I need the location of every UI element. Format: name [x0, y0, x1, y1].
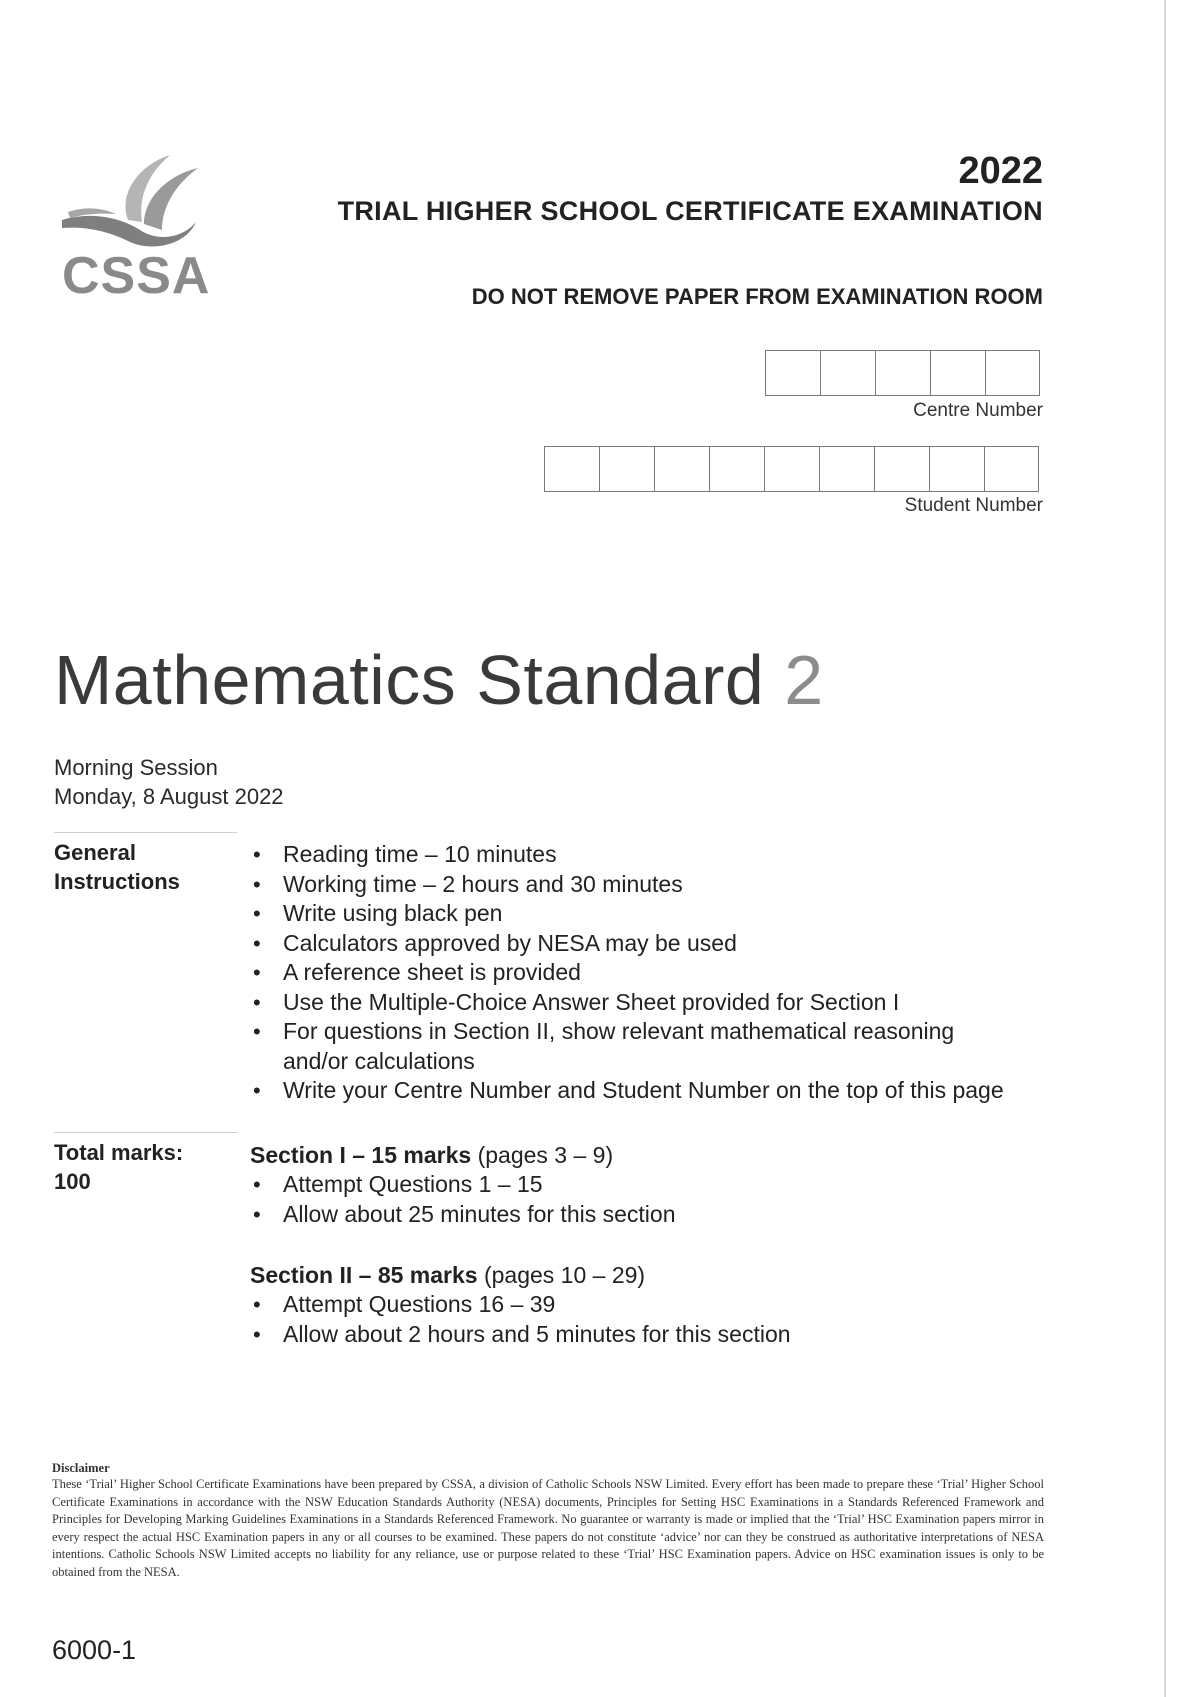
subject-title: [54, 640, 824, 720]
total-marks-value: 100: [54, 1169, 91, 1194]
exam-date: Monday, 8 August 2022: [54, 784, 284, 809]
student-number-boxes[interactable]: [544, 446, 1039, 492]
instruction-item: • Use the Multiple-Choice Answer Sheet provided for Section I: [250, 988, 1070, 1018]
centre-number-label: Centre Number: [913, 400, 1043, 421]
section-one-item: • Attempt Questions 1 – 15: [250, 1170, 1070, 1200]
exam-title: TRIAL HIGHER SCHOOL CERTIFICATE EXAMINATION: [337, 196, 1043, 226]
instruction-item: • Write your Centre Number and Student Number on the top of this page: [250, 1076, 1070, 1106]
student-number-digit[interactable]: [929, 446, 984, 492]
section-one-info: [250, 1140, 1070, 1229]
general-label-line: General: [54, 840, 136, 865]
instructions-label-line: Instructions: [54, 869, 180, 894]
total-marks-label: [54, 1138, 183, 1196]
page-edge-shadow: [1164, 0, 1166, 1697]
exam-year: 2022: [958, 150, 1043, 192]
cssa-logo: [58, 150, 211, 305]
room-notice: DO NOT REMOVE PAPER FROM EXAMINATION ROOM: [471, 284, 1043, 309]
section-two-heading: [250, 1260, 1070, 1290]
paper-code: 6000-1: [52, 1635, 137, 1665]
section-two-info: [250, 1260, 1070, 1349]
section-two-title: Section II – 85 marks: [250, 1262, 478, 1288]
centre-number-boxes[interactable]: [765, 350, 1040, 396]
subject-title-main: Mathematics Standard: [54, 641, 785, 719]
section-one-heading: [250, 1140, 1070, 1170]
student-number-digit[interactable]: [654, 446, 709, 492]
general-instructions-label: [54, 838, 180, 896]
section-one-item: • Allow about 25 minutes for this section: [250, 1200, 1070, 1230]
instruction-item: • Reading time – 10 minutes: [250, 840, 1070, 870]
student-number-digit[interactable]: [599, 446, 654, 492]
student-number-digit[interactable]: [544, 446, 599, 492]
centre-number-digit[interactable]: [930, 350, 985, 396]
section-two-list: [250, 1290, 1070, 1349]
instructions-list: [250, 840, 1070, 1106]
logo-text: CSSA: [62, 247, 211, 305]
cssa-swirl-icon: [58, 150, 208, 250]
centre-number-digit[interactable]: [875, 350, 930, 396]
disclaimer: [52, 1460, 1044, 1582]
section-two-pages: (pages 10 – 29): [477, 1262, 646, 1288]
disclaimer-body: These ‘Trial’ Higher School Certificate Examinations have been prepared by CSSA, a division of Catholic Schools NSW Limited. Every effort has been made to prepare these ‘Trial’ Higher School Certificate Examinations in accordance with the NSW Education Standards Authority (NESA) documents, Principles for Setting HSC Examinations in a Standards Referenced Framework and Principles for Developing Marking Guidelines Examinations in a Standards Referenced Framework. No guarantee or warranty is made or implied that the ‘Trial’ HSC Examination papers mirror in every respect the actual HSC Examination papers in any or all courses to be examined. These papers do not constitute ‘advice’ nor can they be construed as authoritative interpretations of NESA intentions. Catholic Schools NSW Limited accepts no liability for any reliance, use or purpose related to these ‘Trial’ HSC Examination papers. Advice on HSC examination issues is only to be obtained from the NESA.: [52, 1477, 1044, 1579]
student-number-digit[interactable]: [764, 446, 819, 492]
divider: [54, 832, 237, 833]
student-number-digit[interactable]: [709, 446, 764, 492]
total-marks-text: Total marks:: [54, 1140, 184, 1165]
subject-title-number: 2: [784, 641, 824, 719]
student-number-digit[interactable]: [984, 446, 1039, 492]
centre-number-digit[interactable]: [985, 350, 1040, 396]
instruction-item: • A reference sheet is provided: [250, 958, 1070, 988]
section-two-item: • Allow about 2 hours and 5 minutes for this section: [250, 1320, 1070, 1350]
session-name: Morning Session: [54, 755, 218, 780]
centre-number-digit[interactable]: [820, 350, 875, 396]
section-one-pages: (pages 3 – 9): [471, 1142, 614, 1168]
student-number-digit[interactable]: [874, 446, 929, 492]
student-number-digit[interactable]: [819, 446, 874, 492]
section-two-item: • Attempt Questions 16 – 39: [250, 1290, 1070, 1320]
disclaimer-title: Disclaimer: [52, 1461, 110, 1475]
student-number-label: Student Number: [904, 495, 1043, 516]
instruction-item: • For questions in Section II, show relevant mathematical reasoning and/or calculations: [250, 1017, 1023, 1076]
session-info: [54, 753, 284, 811]
instruction-item: • Working time – 2 hours and 30 minutes: [250, 870, 1070, 900]
centre-number-digit[interactable]: [765, 350, 820, 396]
instruction-item: • Write using black pen: [250, 899, 1070, 929]
section-one-list: [250, 1170, 1070, 1229]
divider: [54, 1132, 237, 1133]
instruction-item: • Calculators approved by NESA may be used: [250, 929, 1070, 959]
section-one-title: Section I – 15 marks: [250, 1142, 472, 1168]
